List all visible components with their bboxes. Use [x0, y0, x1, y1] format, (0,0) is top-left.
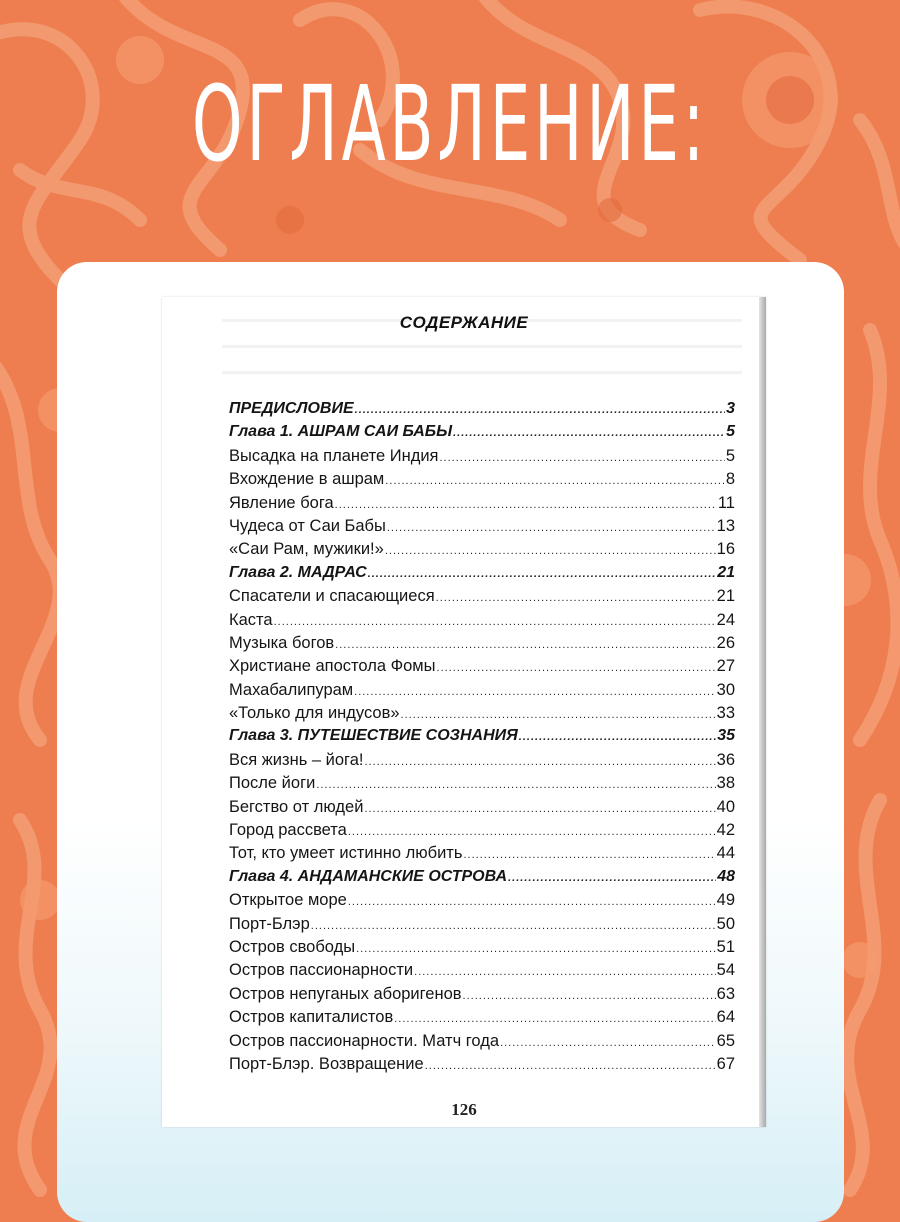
bleed-through: [222, 371, 742, 374]
dot-leader: [355, 404, 725, 416]
toc-entry-title: Город рассвета: [229, 821, 347, 840]
toc-entry-page: 36: [716, 750, 735, 769]
toc-entry-title: Высадка на планете Индия: [229, 446, 439, 465]
bleed-through: [222, 345, 742, 348]
dot-leader: [364, 756, 715, 768]
toc-entry-title: Порт-Блэр. Возвращение: [229, 1054, 424, 1073]
toc-entry-page: 33: [716, 704, 735, 723]
toc-entry-page: 67: [716, 1054, 735, 1073]
dot-leader: [335, 639, 715, 651]
toc-entry-title: Спасатели и спасающиеся: [229, 587, 435, 606]
toc-entry-page: 13: [716, 516, 735, 535]
toc-section-entry: [229, 774, 735, 797]
toc-section-entry: [229, 447, 735, 470]
toc-entry-title: Остров свободы: [229, 937, 356, 956]
toc-entry-page: 5: [725, 446, 735, 465]
dot-leader: [385, 545, 716, 557]
toc-entry-page: 21: [717, 563, 735, 581]
toc-entry-title: Глава 4. АНДАМАНСКИЕ ОСТРОВА: [229, 867, 508, 885]
toc-entry-title: Остров пассионарности. Матч года: [229, 1031, 500, 1050]
toc-entry-title: Открытое море: [229, 891, 347, 910]
toc-entry-page: 64: [716, 1008, 735, 1027]
toc-entry-page: 54: [716, 961, 735, 980]
toc-entry-title: Глава 3. ПУТЕШЕСТВИЕ СОЗНАНИЯ: [229, 727, 518, 745]
toc-entry-page: 11: [717, 493, 735, 512]
dot-leader: [274, 616, 716, 628]
toc-entry-title: Вхождение в ашрам: [229, 470, 385, 489]
dot-leader: [414, 966, 716, 978]
dot-leader: [368, 568, 717, 580]
page-edge-shadow: [759, 297, 766, 1127]
toc-entry-page: 16: [716, 540, 735, 559]
toc-section-entry: [229, 961, 735, 984]
toc-entry-title: «Только для индусов»: [229, 704, 400, 723]
toc-entry-title: Музыка богов: [229, 633, 335, 652]
toc-entry-page: 50: [716, 914, 735, 933]
toc-section-entry: [229, 938, 735, 961]
dot-leader: [387, 522, 716, 534]
dot-leader: [508, 872, 716, 884]
toc-entry-title: Остров капиталистов: [229, 1008, 394, 1027]
dot-leader: [401, 709, 716, 721]
toc-chapter-entry: [229, 423, 735, 446]
toc-entry-page: 38: [716, 774, 735, 793]
page-title: ОГЛАВЛЕНИЕ:: [191, 63, 709, 185]
dot-leader: [348, 896, 716, 908]
dot-leader: [436, 592, 716, 604]
toc-entry-title: Остров непуганых аборигенов: [229, 984, 462, 1003]
toc-section-entry: [229, 1032, 735, 1055]
toc-section-entry: [229, 517, 735, 540]
dot-leader: [348, 826, 716, 838]
toc-entry-title: «Саи Рам, мужики!»: [229, 540, 384, 559]
toc-entry-page: 27: [716, 657, 735, 676]
dot-leader: [354, 686, 716, 698]
toc-section-entry: [229, 587, 735, 610]
toc-entry-page: 21: [716, 587, 735, 606]
toc-entry-page: 40: [716, 797, 735, 816]
toc-entry-page: 24: [716, 610, 735, 629]
toc-entry-title: Чудеса от Саи Бабы: [229, 516, 386, 535]
dot-leader: [453, 427, 725, 439]
toc-section-entry: [229, 1055, 735, 1078]
dot-leader: [335, 499, 717, 511]
toc-entry-page: 5: [726, 423, 735, 441]
toc-section-entry: [229, 611, 735, 634]
toc-entry-page: 42: [716, 821, 735, 840]
toc-entry-title: Порт-Блэр: [229, 914, 310, 933]
toc-entry-page: 3: [726, 400, 735, 417]
dot-leader: [394, 1013, 715, 1025]
toc-entry-page: 35: [717, 727, 735, 745]
toc-section-entry: [229, 821, 735, 844]
toc-section-entry: [229, 891, 735, 914]
toc-entry-page: 49: [716, 891, 735, 910]
toc-section-entry: [229, 494, 735, 517]
toc-entry-page: 65: [716, 1031, 735, 1050]
toc-entry-page: 30: [716, 680, 735, 699]
toc-entry-title: Махабалипурам: [229, 680, 354, 699]
dot-leader: [519, 731, 716, 743]
toc-entry-title: Глава 2. МАДРАС: [229, 563, 367, 581]
toc-entry-page: 51: [716, 937, 735, 956]
toc-chapter-entry: [229, 727, 735, 750]
toc-entry-page: 8: [725, 470, 735, 489]
toc-section-entry: [229, 657, 735, 680]
toc-section-entry: [229, 681, 735, 704]
toc-entry-title: Явление бога: [229, 493, 334, 512]
toc-section-entry: [229, 915, 735, 938]
toc-list: [229, 400, 735, 1078]
dot-leader: [440, 452, 725, 464]
dot-leader: [500, 1037, 716, 1049]
dot-leader: [311, 920, 716, 932]
toc-heading: СОДЕРЖАНИЕ: [399, 313, 529, 332]
toc-section-entry: [229, 634, 735, 657]
toc-section-entry: [229, 704, 735, 727]
dot-leader: [437, 662, 716, 674]
toc-section-entry: [229, 470, 735, 493]
toc-entry-page: 44: [716, 844, 735, 863]
toc-section-entry: [229, 985, 735, 1008]
dot-leader: [385, 475, 725, 487]
toc-entry-page: 26: [716, 633, 735, 652]
dot-leader: [463, 849, 715, 861]
page-number: 126: [451, 1100, 477, 1119]
book-page-scan: [162, 297, 766, 1127]
toc-chapter-entry: [229, 868, 735, 891]
toc-entry-title: Христиане апостола Фомы: [229, 657, 436, 676]
toc-entry-title: После йоги: [229, 774, 316, 793]
toc-entry-title: Каста: [229, 610, 273, 629]
dot-leader: [316, 779, 715, 791]
dot-leader: [364, 803, 715, 815]
toc-entry-page: 63: [716, 984, 735, 1003]
toc-entry-title: ПРЕДИСЛОВИЕ: [229, 400, 354, 417]
dot-leader: [356, 943, 716, 955]
toc-entry-title: Тот, кто умеет истинно любить: [229, 844, 463, 863]
toc-chapter-entry: [229, 564, 735, 587]
toc-section-entry: [229, 1008, 735, 1031]
dot-leader: [425, 1060, 716, 1072]
toc-section-entry: [229, 798, 735, 821]
toc-entry-page: 48: [717, 867, 735, 885]
toc-section-entry: [229, 540, 735, 563]
toc-entry-title: Бегство от людей: [229, 797, 364, 816]
toc-section-entry: [229, 844, 735, 867]
toc-chapter-entry: [229, 400, 735, 423]
toc-entry-title: Остров пассионарности: [229, 961, 414, 980]
toc-entry-title: Вся жизнь – йога!: [229, 750, 364, 769]
toc-entry-title: Глава 1. АШРАМ САИ БАБЫ: [229, 423, 453, 441]
dot-leader: [463, 990, 716, 1002]
toc-section-entry: [229, 751, 735, 774]
